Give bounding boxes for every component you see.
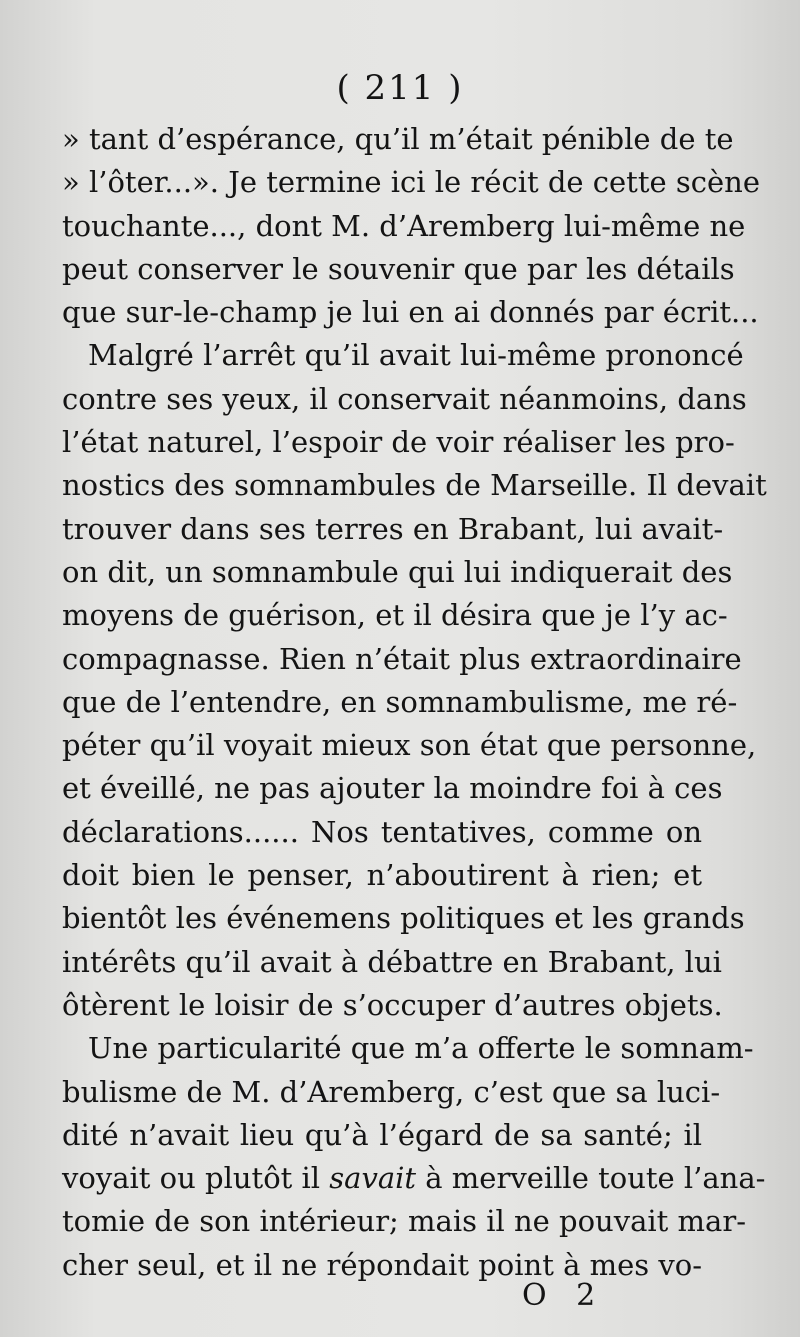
text-segment: à merveille toute l’ana- — [425, 1161, 766, 1196]
text-line: l’état naturel, l’espoir de voir réaliser les pro- — [62, 425, 735, 460]
text-line: et éveillé, ne pas ajouter la moindre foi à ces — [62, 771, 723, 806]
text-line: péter qu’il voyait mieux son état que personne, — [62, 728, 757, 763]
text-line: intérêts qu’il avait à débattre en Brabant, lui — [62, 944, 722, 979]
text-line: on dit, un somnambule qui lui indiquerait des — [62, 554, 733, 589]
italic-word: savait — [329, 1161, 417, 1196]
text-line: bientôt les événemens politiques et les grands — [62, 901, 745, 936]
text-line: » tant d’espérance, qu’il m’était pénible de te — [62, 122, 734, 156]
text-line: trouver dans ses terres en Brabant, lui avait- — [62, 511, 724, 546]
text-line: contre ses yeux, il conservait néanmoins, dans — [62, 381, 747, 416]
text-line: tomie de son intérieur; mais il ne pouvait mar- — [62, 1204, 747, 1239]
signature-mark: O 2 — [522, 1278, 606, 1313]
text-segment: voyait ou plutôt il — [62, 1161, 321, 1196]
text-line: Une particularité que m’a offerte le somnam- — [88, 1031, 754, 1066]
text-line: déclarations...... Nos tentatives, comme on — [62, 814, 702, 849]
text-line: bulisme de M. d’Aremberg, c’est que sa luci- — [62, 1074, 721, 1109]
text-line: ôtèrent le loisir de s’occuper d’autres objets. — [62, 987, 723, 1022]
text-line: que sur-le-champ je lui en ai donnés par écrit... — [62, 295, 759, 330]
text-line: dité n’avait lieu qu’à l’égard de sa santé; il — [62, 1117, 702, 1152]
text-line: cher seul, et il ne répondait point à mes vo- — [62, 1247, 702, 1282]
page-number: ( 211 ) — [336, 68, 464, 108]
text-line: peut conserver le souvenir que par les détails — [62, 251, 735, 286]
text-line: moyens de guérison, et il désira que je l’y ac- — [62, 598, 728, 633]
text-line: que de l’entendre, en somnambulisme, me ré- — [62, 684, 738, 719]
text-line: compagnasse. Rien n’était plus extraordinaire — [62, 641, 742, 676]
body-text — [62, 118, 767, 1287]
text-line: » l’ôter...». Je termine ici le récit de cette scène — [62, 165, 760, 200]
text-line: nostics des somnambules de Marseille. Il devait — [62, 468, 767, 503]
text-line: doit bien le penser, n’aboutirent à rien; et — [62, 858, 702, 893]
text-line-with-italic — [62, 1157, 766, 1200]
text-line: touchante..., dont M. d’Aremberg lui-même ne — [62, 208, 746, 243]
text-line: Malgré l’arrêt qu’il avait lui-même prononcé — [88, 338, 744, 373]
